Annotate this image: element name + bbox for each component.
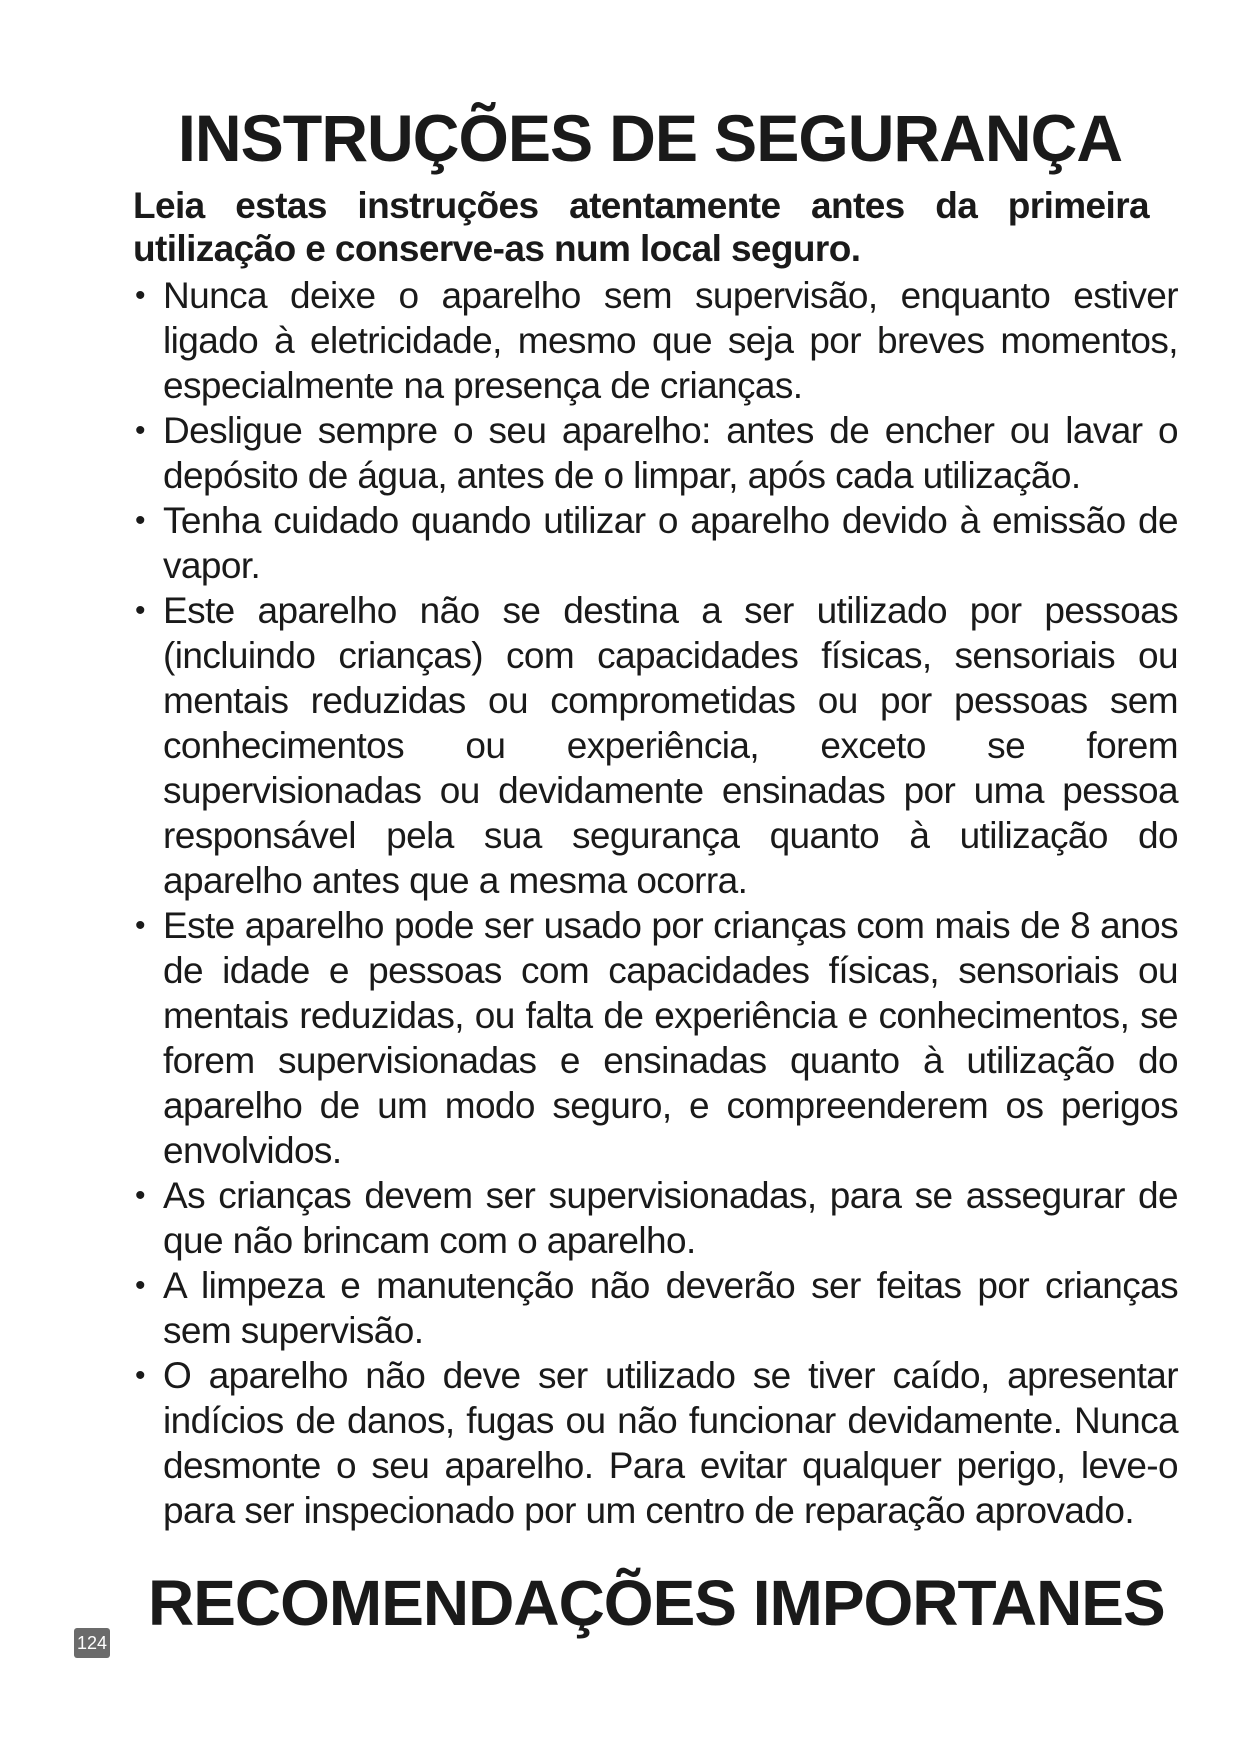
list-item: [133, 408, 1178, 498]
bullet-icon: •: [135, 279, 145, 312]
bullet-icon: •: [135, 1359, 145, 1392]
bullet-icon: •: [135, 594, 145, 627]
section-heading: RECOMENDAÇÕES IMPORTANES: [148, 1567, 1165, 1639]
list-item: [133, 1263, 1178, 1353]
list-item: [133, 903, 1178, 1173]
bullet-icon: •: [135, 504, 145, 537]
list-item-text: As crianças devem ser supervisionadas, para se assegurar de que não brincam com o aparelho.: [163, 1175, 1178, 1261]
bullet-icon: •: [135, 1269, 145, 1302]
list-item-text: A limpeza e manutenção não deverão ser feitas por crianças sem supervisão.: [163, 1265, 1178, 1351]
list-item-text: Tenha cuidado quando utilizar o aparelho devido à emissão de vapor.: [163, 500, 1178, 586]
bullet-icon: •: [135, 414, 145, 447]
list-item: [133, 1353, 1178, 1533]
list-item: [133, 498, 1178, 588]
bullet-icon: •: [135, 909, 145, 942]
page-title: INSTRUÇÕES DE SEGURANÇA: [177, 101, 1123, 175]
list-item-text: Desligue sempre o seu aparelho: antes de encher ou lavar o depósito de água, antes de o limpar, após cada utilização.: [163, 410, 1178, 496]
list-item-text: Este aparelho pode ser usado por crianças com mais de 8 anos de idade e pessoas com capacidades físicas, sensoriais ou mentais reduzidas, ou falta de experiência e conhecimentos, se forem supervisionadas e ensinadas quanto à utilização do aparelho de um modo seguro, e compreenderem os perigos envolvidos.: [163, 905, 1178, 1171]
list-item: [133, 588, 1178, 903]
intro-paragraph: Leia estas instruções atentamente antes da primeira utilização e conserve-as num local seguro.: [133, 185, 1149, 269]
list-item-text: Nunca deixe o aparelho sem supervisão, enquanto estiver ligado à eletricidade, mesmo que seja por breves momentos, especialmente na presença de crianças.: [163, 275, 1178, 406]
list-item-text: O aparelho não deve ser utilizado se tiver caído, apresentar indícios de danos, fugas ou não funcionar devidamente. Nunca desmonte o seu aparelho. Para evitar qualquer perigo, leve-o para ser inspecionado por um centro de reparação aprovado.: [163, 1355, 1178, 1531]
page-number-badge: 124: [74, 1628, 110, 1658]
list-item: [133, 273, 1178, 408]
bullet-icon: •: [135, 1179, 145, 1212]
safety-instructions-list: [133, 273, 1178, 1533]
list-item-text: Este aparelho não se destina a ser utilizado por pessoas (incluindo crianças) com capacidades físicas, sensoriais ou mentais reduzidas ou comprometidas ou por pessoas sem conhecimentos ou experiência, exceto se forem supervisionadas ou devidamente ensinadas por uma pessoa responsável pela sua segurança quanto à utilização do aparelho antes que a mesma ocorra.: [163, 590, 1178, 901]
list-item: [133, 1173, 1178, 1263]
